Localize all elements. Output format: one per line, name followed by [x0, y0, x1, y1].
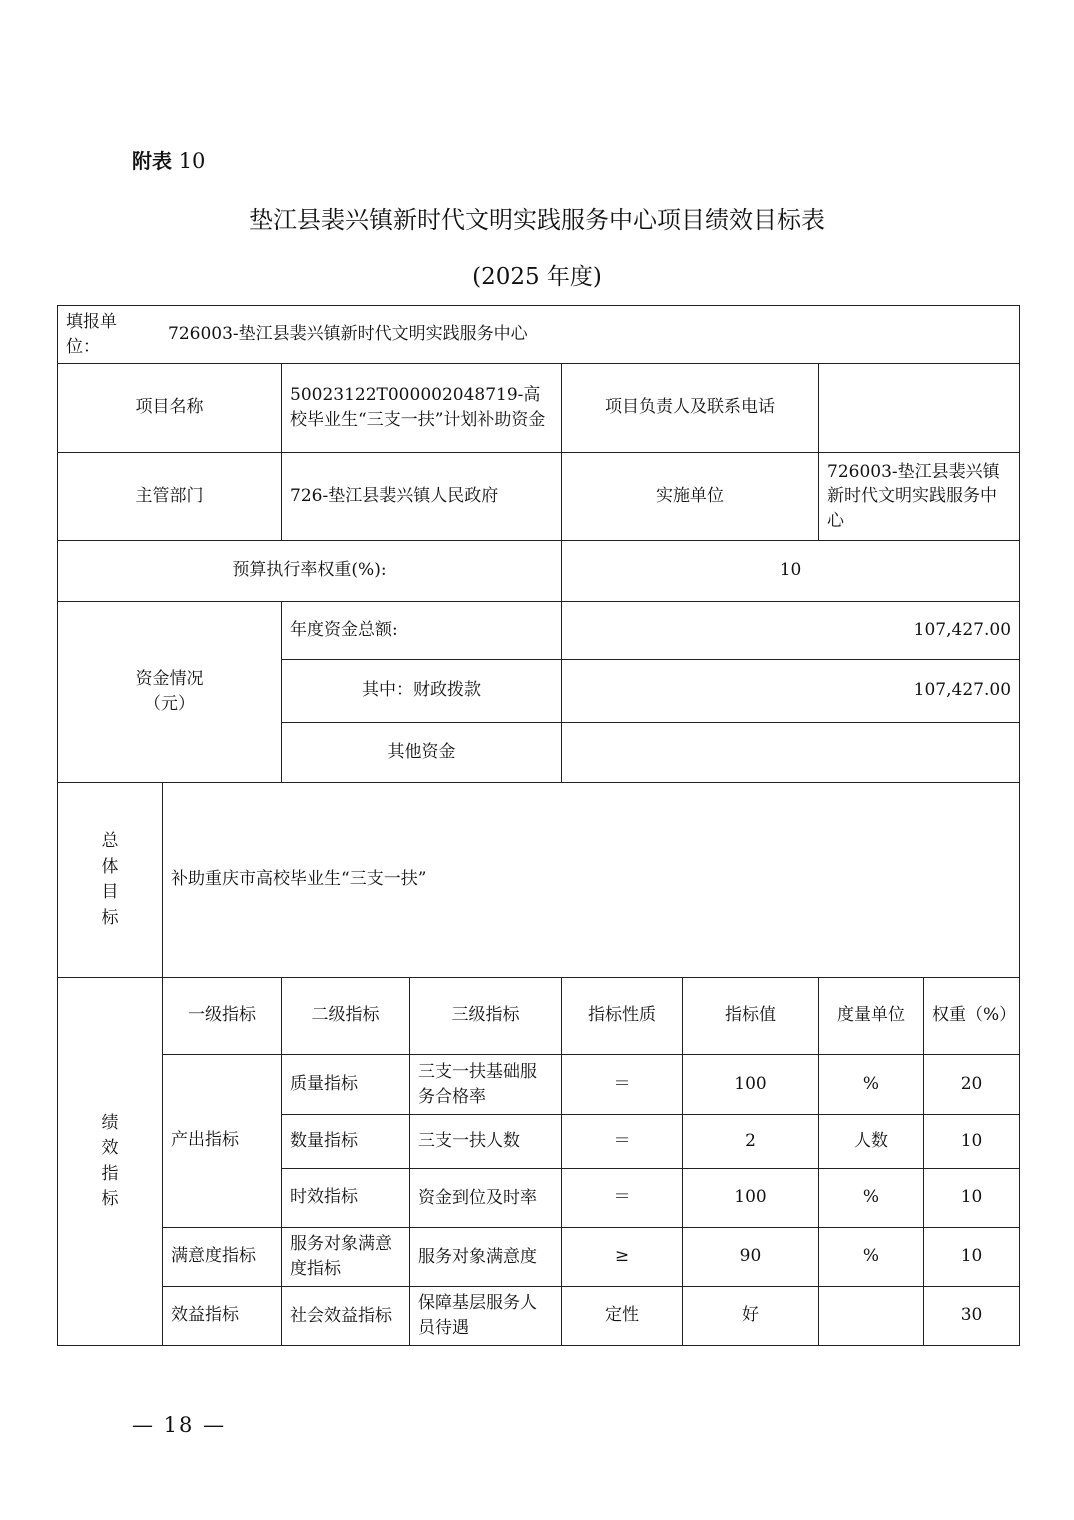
project-name-label: 项目名称: [58, 364, 282, 453]
level3-cell: 资金到位及时率: [410, 1169, 562, 1228]
unit-cell: %: [819, 1228, 924, 1287]
perf-label-char: 绩: [101, 1112, 119, 1133]
row-department: [58, 453, 1020, 541]
header-level2: 二级指标: [282, 978, 410, 1055]
level2-cell: 社会效益指标: [282, 1287, 410, 1346]
perf-label-char: 效: [101, 1138, 119, 1158]
nature-cell: ＝: [562, 1055, 683, 1115]
nature-cell: ≥: [562, 1228, 683, 1287]
performance-target-table: [57, 305, 1020, 1346]
value-cell: 90: [683, 1228, 819, 1287]
budget-rate-label: 预算执行率权重(%):: [58, 541, 562, 602]
funds-total-label: 年度资金总额:: [282, 602, 562, 660]
funds-total-value: 107,427.00: [562, 602, 1020, 660]
header-level3: 三级指标: [410, 978, 562, 1055]
row-funds-total: [58, 602, 1020, 660]
funds-fiscal-label: 其中：财政拨款: [282, 660, 562, 723]
perf-label: [58, 978, 163, 1346]
level1-cell: 产出指标: [163, 1055, 282, 1228]
header-nature: 指标性质: [562, 978, 683, 1055]
level2-cell: 时效指标: [282, 1169, 410, 1228]
weight-cell: 30: [924, 1287, 1020, 1346]
contact-label: 项目负责人及联系电话: [562, 364, 819, 453]
goal-label-char: 标: [101, 907, 119, 928]
unit-cell: [58, 306, 1020, 364]
goal-label-char: 总: [101, 831, 119, 851]
level3-cell: 保障基层服务人员待遇: [410, 1287, 562, 1346]
value-cell: 100: [683, 1055, 819, 1115]
weight-cell: 10: [924, 1115, 1020, 1169]
funds-fiscal-value: 107,427.00: [562, 660, 1020, 723]
unit-cell: [819, 1287, 924, 1346]
nature-cell: ＝: [562, 1115, 683, 1169]
row-project: [58, 364, 1020, 453]
table-row: [58, 1287, 1020, 1346]
document-subtitle: (2025 年度): [472, 264, 602, 290]
level2-cell: 服务对象满意度指标: [282, 1228, 410, 1287]
nature-cell: ＝: [562, 1169, 683, 1228]
perf-label-char: 指: [101, 1163, 119, 1184]
level3-cell: 三支一扶人数: [410, 1115, 562, 1169]
funds-label-line2: （元）: [144, 694, 195, 714]
indicator-header-row: [58, 978, 1020, 1055]
impl-label: 实施单位: [562, 453, 819, 541]
table-row: [58, 1228, 1020, 1287]
header-unit: 度量单位: [819, 978, 924, 1055]
page-number: — 18 —: [132, 1413, 227, 1437]
unit-label: 填报单位：: [66, 311, 117, 357]
nature-cell: 定性: [562, 1287, 683, 1346]
header-weight: 权重（%）: [924, 978, 1020, 1055]
weight-cell: 20: [924, 1055, 1020, 1115]
value-cell: 100: [683, 1169, 819, 1228]
header-value: 指标值: [683, 978, 819, 1055]
value-cell: 2: [683, 1115, 819, 1169]
goal-label-char: 体: [101, 856, 119, 877]
perf-label-char: 标: [101, 1189, 119, 1209]
dept-label: 主管部门: [58, 453, 282, 541]
contact-value: [819, 364, 1020, 453]
dept-value: 726-垫江县裴兴镇人民政府: [282, 453, 562, 541]
project-name-value: 50023122T000002048719-高校毕业生“三支一扶”计划补助资金: [282, 364, 562, 453]
weight-cell: 10: [924, 1169, 1020, 1228]
header-level1: 一级指标: [163, 978, 282, 1055]
unit-cell: %: [819, 1055, 924, 1115]
annex-number: 10: [178, 149, 206, 173]
level1-cell: 效益指标: [163, 1287, 282, 1346]
unit-value: 726003-垫江县裴兴镇新时代文明实践服务中心: [168, 323, 528, 344]
row-unit: [58, 306, 1020, 364]
level3-cell: 三支一扶基础服务合格率: [410, 1055, 562, 1115]
row-budget-rate: [58, 541, 1020, 602]
annex-heading: [132, 145, 205, 174]
value-cell: 好: [683, 1287, 819, 1346]
document-title: 垫江县裴兴镇新时代文明实践服务中心项目绩效目标表: [249, 206, 825, 234]
unit-cell: 人数: [819, 1115, 924, 1169]
funds-other-label: 其他资金: [282, 723, 562, 783]
level1-cell: 满意度指标: [163, 1228, 282, 1287]
level3-cell: 服务对象满意度: [410, 1228, 562, 1287]
weight-cell: 10: [924, 1228, 1020, 1287]
impl-value: 726003-垫江县裴兴镇新时代文明实践服务中心: [819, 453, 1020, 541]
row-overall-goal: [58, 783, 1020, 978]
annex-label: 附表: [132, 149, 172, 173]
goal-value: 补助重庆市高校毕业生“三支一扶”: [163, 783, 1020, 978]
table-row: [58, 1055, 1020, 1115]
goal-label-char: 目: [101, 882, 119, 902]
level2-cell: 数量指标: [282, 1115, 410, 1169]
unit-cell: %: [819, 1169, 924, 1228]
funds-other-value: [562, 723, 1020, 783]
funds-label: [58, 602, 282, 783]
goal-label: [58, 783, 163, 978]
budget-rate-value: 10: [562, 541, 1020, 602]
funds-label-line1: 资金情况: [135, 668, 204, 689]
level2-cell: 质量指标: [282, 1055, 410, 1115]
